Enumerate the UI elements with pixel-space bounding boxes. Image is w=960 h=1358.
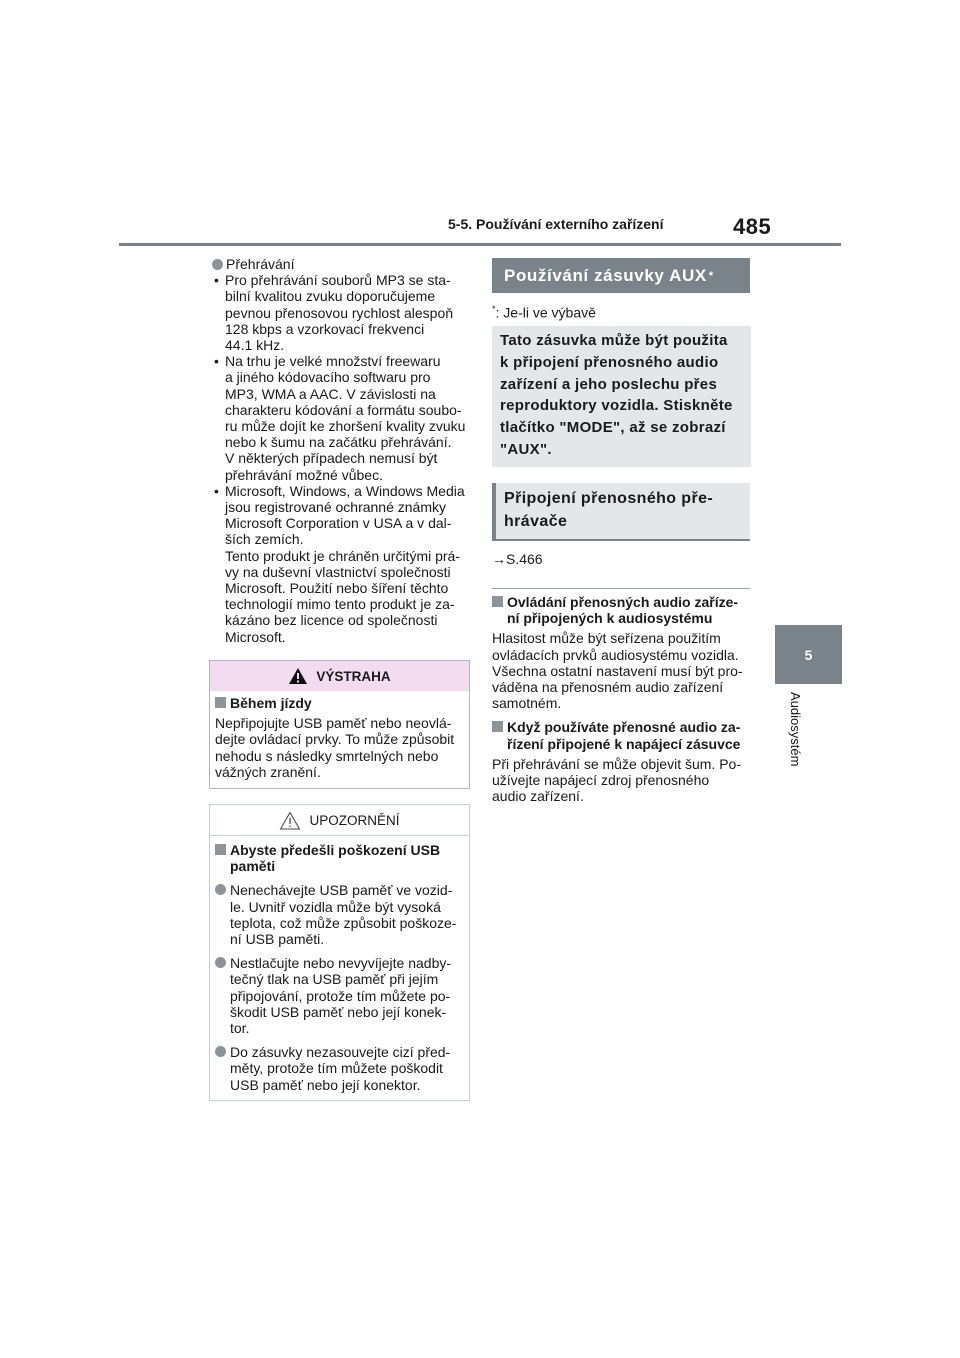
line: Do zásuvky nezasouvejte cizí před-: [230, 1044, 451, 1061]
line: dejte ovládací prvky. To může způsobit: [215, 731, 455, 748]
line: pevnou přenosovou rychlost alespoň: [225, 304, 454, 321]
page-reference-link[interactable]: →S.466: [492, 551, 543, 567]
line: Nepřipojujte USB paměť nebo neovlá-: [215, 715, 452, 732]
list-item: [212, 353, 470, 483]
warning-triangle-icon: [288, 667, 308, 685]
footnote-mark: *: [492, 304, 496, 314]
intro-box: [492, 326, 751, 467]
line: a jiného kódovacího softwaru pro: [225, 369, 431, 386]
square-bullet-icon: [215, 844, 226, 855]
line: 128 kbps a vzorkovací frekvenci: [225, 320, 425, 337]
line: Microsoft Corporation v USA a v dal-: [225, 515, 452, 532]
line: nehodu s následky smrtelných nebo: [215, 747, 439, 764]
caution-body: [210, 836, 469, 1093]
note-heading-text: [507, 594, 738, 626]
warning-header: [210, 661, 469, 691]
notes-column: [492, 594, 754, 804]
line: řízení připojené k napájecí zásuvce: [507, 735, 741, 752]
line: ní USB paměti.: [230, 931, 325, 948]
line: tor.: [230, 1020, 250, 1037]
line: zařízení a jeho poslechu přes: [500, 375, 718, 393]
warning-box: [209, 660, 470, 789]
line: užívejte napájecí zdroj přenosného: [492, 772, 710, 789]
line: tečný tlak na USB paměť při jejím: [230, 971, 439, 988]
note-heading: [492, 594, 754, 626]
line: připojování, protože tím můžete po-: [230, 987, 451, 1004]
line: hrávače: [504, 513, 568, 530]
caution-item-text: [230, 955, 451, 1036]
line: Tento produkt je chráněn určitými prá-: [225, 547, 460, 564]
line: Nestlačujte nebo nevyvíjejte nadby-: [230, 955, 452, 972]
caution-box: [209, 804, 470, 1101]
note-heading: [492, 719, 754, 751]
subsection-title: [492, 483, 750, 541]
footnote-text: : Je-li ve výbavě: [495, 304, 596, 321]
caution-header: [210, 805, 469, 836]
line: váděna na přenosném audio zařízení: [492, 679, 724, 696]
chapter-label-text: Audiosystém: [788, 692, 803, 767]
page-number: 485: [733, 214, 772, 239]
line: Abyste předešli poškození USB: [230, 842, 441, 858]
square-bullet-icon: [492, 721, 503, 732]
line: MP3, WMA a AAC. V závislosti na: [225, 385, 436, 402]
circle-bullet-icon: [212, 259, 223, 270]
warning-subheading: [215, 695, 463, 711]
square-bullet-icon: [492, 596, 503, 607]
line: teplota, což může způsobit poškoze-: [230, 914, 457, 931]
warning-body: [210, 691, 469, 780]
note-heading-text: [507, 719, 740, 751]
line: přehrávání možné vůbec.: [225, 466, 383, 483]
section-title: [492, 258, 750, 293]
line: škodit USB paměť nebo její konek-: [230, 1003, 447, 1020]
line: le. Uvnitř vozidla může být vysoká: [230, 898, 441, 915]
item-heading: [212, 256, 470, 272]
chapter-tab: [775, 625, 842, 684]
list-item: [212, 272, 470, 353]
circle-bullet-icon: [215, 957, 226, 968]
line: ších zemích.: [225, 531, 304, 548]
line: "AUX".: [500, 440, 552, 458]
item-heading-text: Přehrávání: [226, 256, 295, 272]
chapter-number: 5: [804, 646, 813, 663]
line: reproduktory vozidla. Stiskněte: [500, 397, 733, 415]
line: Když používáte přenosné audio za-: [507, 719, 741, 736]
caution-triangle-icon: [279, 811, 301, 830]
line: k připojení přenosného audio: [500, 353, 719, 371]
line: tlačítko "MODE", až se zobrazí: [500, 419, 726, 437]
note-text: [492, 630, 754, 711]
line: audio zařízení.: [492, 788, 584, 805]
line: samotném.: [492, 695, 562, 712]
line: jsou registrované ochranné známky: [225, 499, 447, 516]
footnote: [492, 304, 596, 321]
note-text: [492, 756, 754, 805]
line: 44.1 kHz.: [225, 337, 285, 354]
caution-item: [215, 1044, 463, 1093]
divider: [492, 588, 750, 589]
caution-item: [215, 882, 463, 947]
line: Microsoft. Použití nebo šíření těchto: [225, 580, 449, 597]
line: charakteru kódování a formátu soubo-: [225, 401, 462, 418]
caution-item: [215, 955, 463, 1036]
line: • Pro přehrávání souborů MP3 se sta-: [225, 272, 451, 289]
square-bullet-icon: [215, 697, 226, 708]
line: technologií mimo tento produkt je za-: [225, 596, 455, 613]
line: paměti: [230, 858, 276, 875]
section-header: 5-5. Používání externího zařízení: [448, 216, 664, 232]
warning-title: VÝSTRAHA: [316, 668, 391, 684]
circle-bullet-icon: [215, 1046, 226, 1057]
line: ní připojených k audiosystému: [507, 610, 713, 627]
caution-item-text: [230, 1044, 450, 1093]
section-title-mark: *: [708, 269, 714, 282]
line: Microsoft.: [225, 628, 286, 645]
caution-item-text: [230, 882, 456, 947]
line: V některých případech nemusí být: [225, 450, 438, 467]
line: Nenechávejte USB paměť ve vozid-: [230, 882, 453, 899]
line: kázáno bez licence od společnosti: [225, 612, 438, 629]
line: ru může dojít ke zhoršení kvality zvuku: [225, 418, 466, 435]
line: Při přehrávání se může objevit šum. Po-: [492, 755, 741, 772]
warning-text: [215, 715, 463, 780]
list-item: [212, 483, 470, 645]
section-title-text: Používání zásuvky AUX: [504, 265, 707, 285]
line: • Na trhu je velké množství freewaru: [225, 353, 441, 370]
caution-subheading-text: [230, 842, 440, 874]
line: USB paměť nebo její konektor.: [230, 1076, 421, 1093]
line: Tato zásuvka může být použita: [500, 332, 728, 349]
line: Všechna ostatní nastavení musí být pro-: [492, 662, 743, 679]
line: ovládacích prvků audiosystému vozidla.: [492, 646, 739, 663]
caution-subheading: [215, 842, 463, 874]
chapter-label: [788, 692, 808, 792]
line: nebo k šumu na začátku přehrávání.: [225, 434, 452, 451]
caution-title: UPOZORNĚNÍ: [309, 812, 400, 828]
line: měty, protože tím můžete poškodit: [230, 1060, 443, 1077]
line: • Microsoft, Windows, a Windows Media: [225, 482, 465, 499]
line: bilní kvalitou zvuku doporučujeme: [225, 288, 436, 305]
warning-subheading-text: Během jízdy: [230, 695, 312, 711]
line: vy na duševní vlastnictví společnosti: [225, 563, 451, 580]
circle-bullet-icon: [215, 884, 226, 895]
left-column: [212, 256, 470, 645]
line: Hlasitost může být seřízena použitím: [492, 630, 721, 647]
header-rule: [119, 243, 841, 246]
line: Ovládání přenosných audio zaříze-: [507, 594, 739, 610]
line: Připojení přenosného pře-: [504, 490, 714, 507]
line: vážných zranění.: [215, 763, 321, 780]
